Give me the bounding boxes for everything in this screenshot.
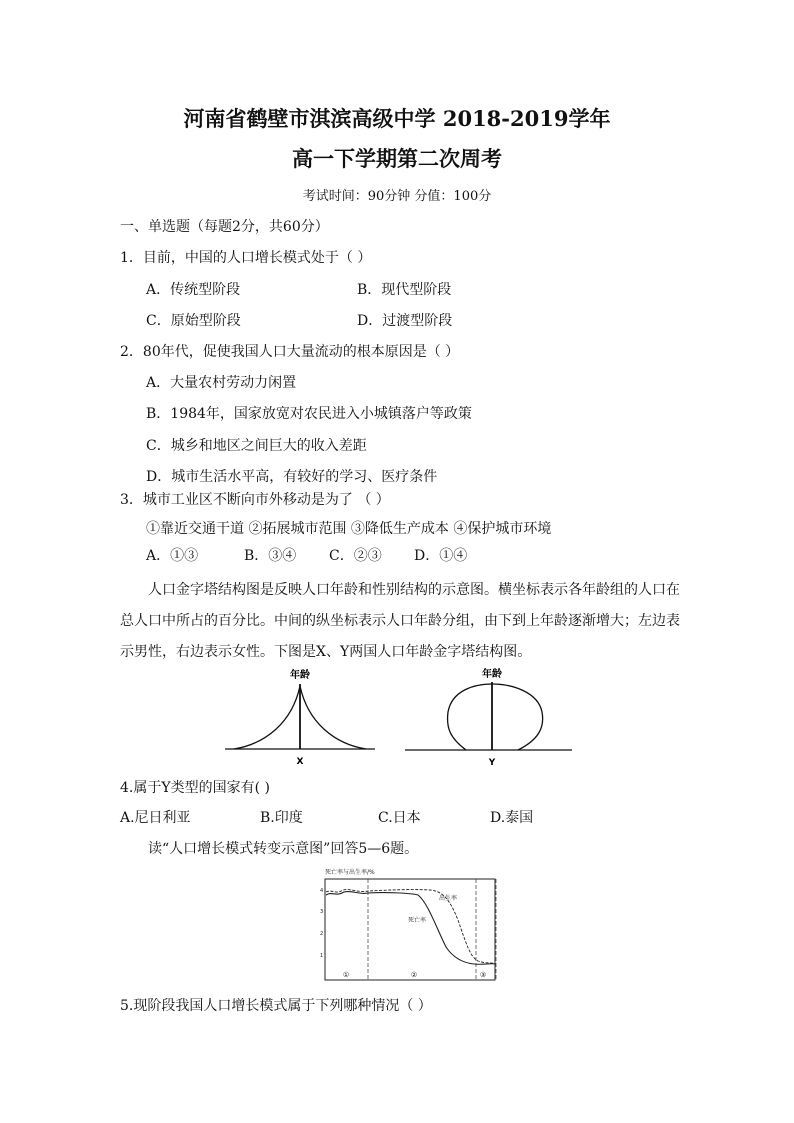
population-transition-figure (318, 865, 500, 983)
birth-rate-line (326, 890, 496, 964)
pyramid-x-label: X (296, 757, 304, 767)
question-3-option-b: B．③④ (244, 548, 297, 564)
pyramid-y (405, 668, 572, 768)
document-title-line2: 高一下学期第二次周考 (292, 146, 502, 171)
question-4-option-d: D.泰国 (490, 810, 534, 826)
question-2-option-a: A．大量农村劳动力闲置 (146, 375, 297, 391)
section-heading: 一、单选题（每题2分，共60分） (120, 219, 329, 235)
question-1-stem: 1．目前，中国的人口增长模式处于（ ） (120, 250, 372, 266)
question-3-option-d: D．①④ (414, 548, 468, 564)
question-1-option-a: A．传统型阶段 (146, 282, 241, 298)
pyramid-y-label: Y (488, 758, 496, 768)
question-1-option-c: C．原始型阶段 (146, 313, 241, 329)
pyramid-y-outline (448, 684, 543, 750)
question-4-option-b: B.印度 (260, 810, 303, 826)
question-1-option-b: B．现代型阶段 (357, 282, 452, 298)
svg-text:1: 1 (320, 953, 324, 959)
question-2-stem: 2．80年代，促使我国人口大量流动的根本原因是（ ） (120, 344, 460, 360)
transition-y-axis-label: 死亡率与出生率/% (325, 869, 375, 876)
pyramid-x-age-label: 年龄 (290, 670, 310, 681)
population-pyramid-figure (220, 668, 580, 768)
question-1-option-d: D．过渡型阶段 (357, 313, 453, 329)
question-4-option-c: C.日本 (378, 810, 421, 826)
death-rate-label: 死亡率 (408, 917, 427, 924)
exam-info: 考试时间：90分钟 分值：100分 (302, 189, 492, 204)
svg-text:4: 4 (320, 888, 324, 894)
question-3-option-a: A．①③ (146, 548, 199, 564)
pyramid-intro-paragraph: 人口金字塔结构图是反映人口年龄和性别结构的示意图。横坐标表示各年龄组的人口在总人口中所占的百分比。中间的纵坐标表示人口年龄分组，由下到上年龄逐渐增大；左边表示男性，右边表示女性。下图是X、Y两国人口年龄金字塔结构图。 (120, 582, 680, 660)
question-3-choices: ①靠近交通干道 ②拓展城市范围 ③降低生产成本 ④保护城市环境 (146, 521, 552, 537)
question-2-option-c: C．城乡和地区之间巨大的收入差距 (146, 438, 367, 454)
stage-1-label: ① (342, 971, 350, 979)
birth-rate-label: 出生率 (439, 895, 458, 902)
svg-text:2: 2 (320, 931, 324, 937)
pyramid-x (225, 668, 375, 767)
question-2-option-b: B．1984年，国家放宽对农民进入小城镇落户等政策 (146, 406, 472, 422)
question-5-stem: 5.现阶段我国人口增长模式属于下列哪种情况（ ） (120, 998, 432, 1014)
question-3-stem: 3．城市工业区不断向市外移动是为了 （ ） (120, 492, 390, 508)
question-4-stem: 4.属于Y类型的国家有( ) (120, 780, 270, 796)
question-2-option-d: D．城市生活水平高，有较好的学习、医疗条件 (146, 469, 438, 485)
stage-3-label: ③ (479, 971, 487, 979)
death-rate-line (326, 892, 496, 965)
transition-intro: 读“人口增长模式转变示意图”回答5—6题。 (148, 841, 419, 857)
svg-text:3: 3 (320, 909, 324, 915)
pyramid-y-age-label: 年龄 (482, 669, 502, 680)
document-title-line1: 河南省鹤壁市淇滨高级中学 2018-2019学年 (183, 106, 611, 131)
question-4-option-a: A.尼日利亚 (120, 810, 191, 826)
stage-2-label: ② (410, 971, 418, 979)
transition-y-ticks (320, 888, 323, 959)
question-3-option-c: C．②③ (329, 548, 382, 564)
